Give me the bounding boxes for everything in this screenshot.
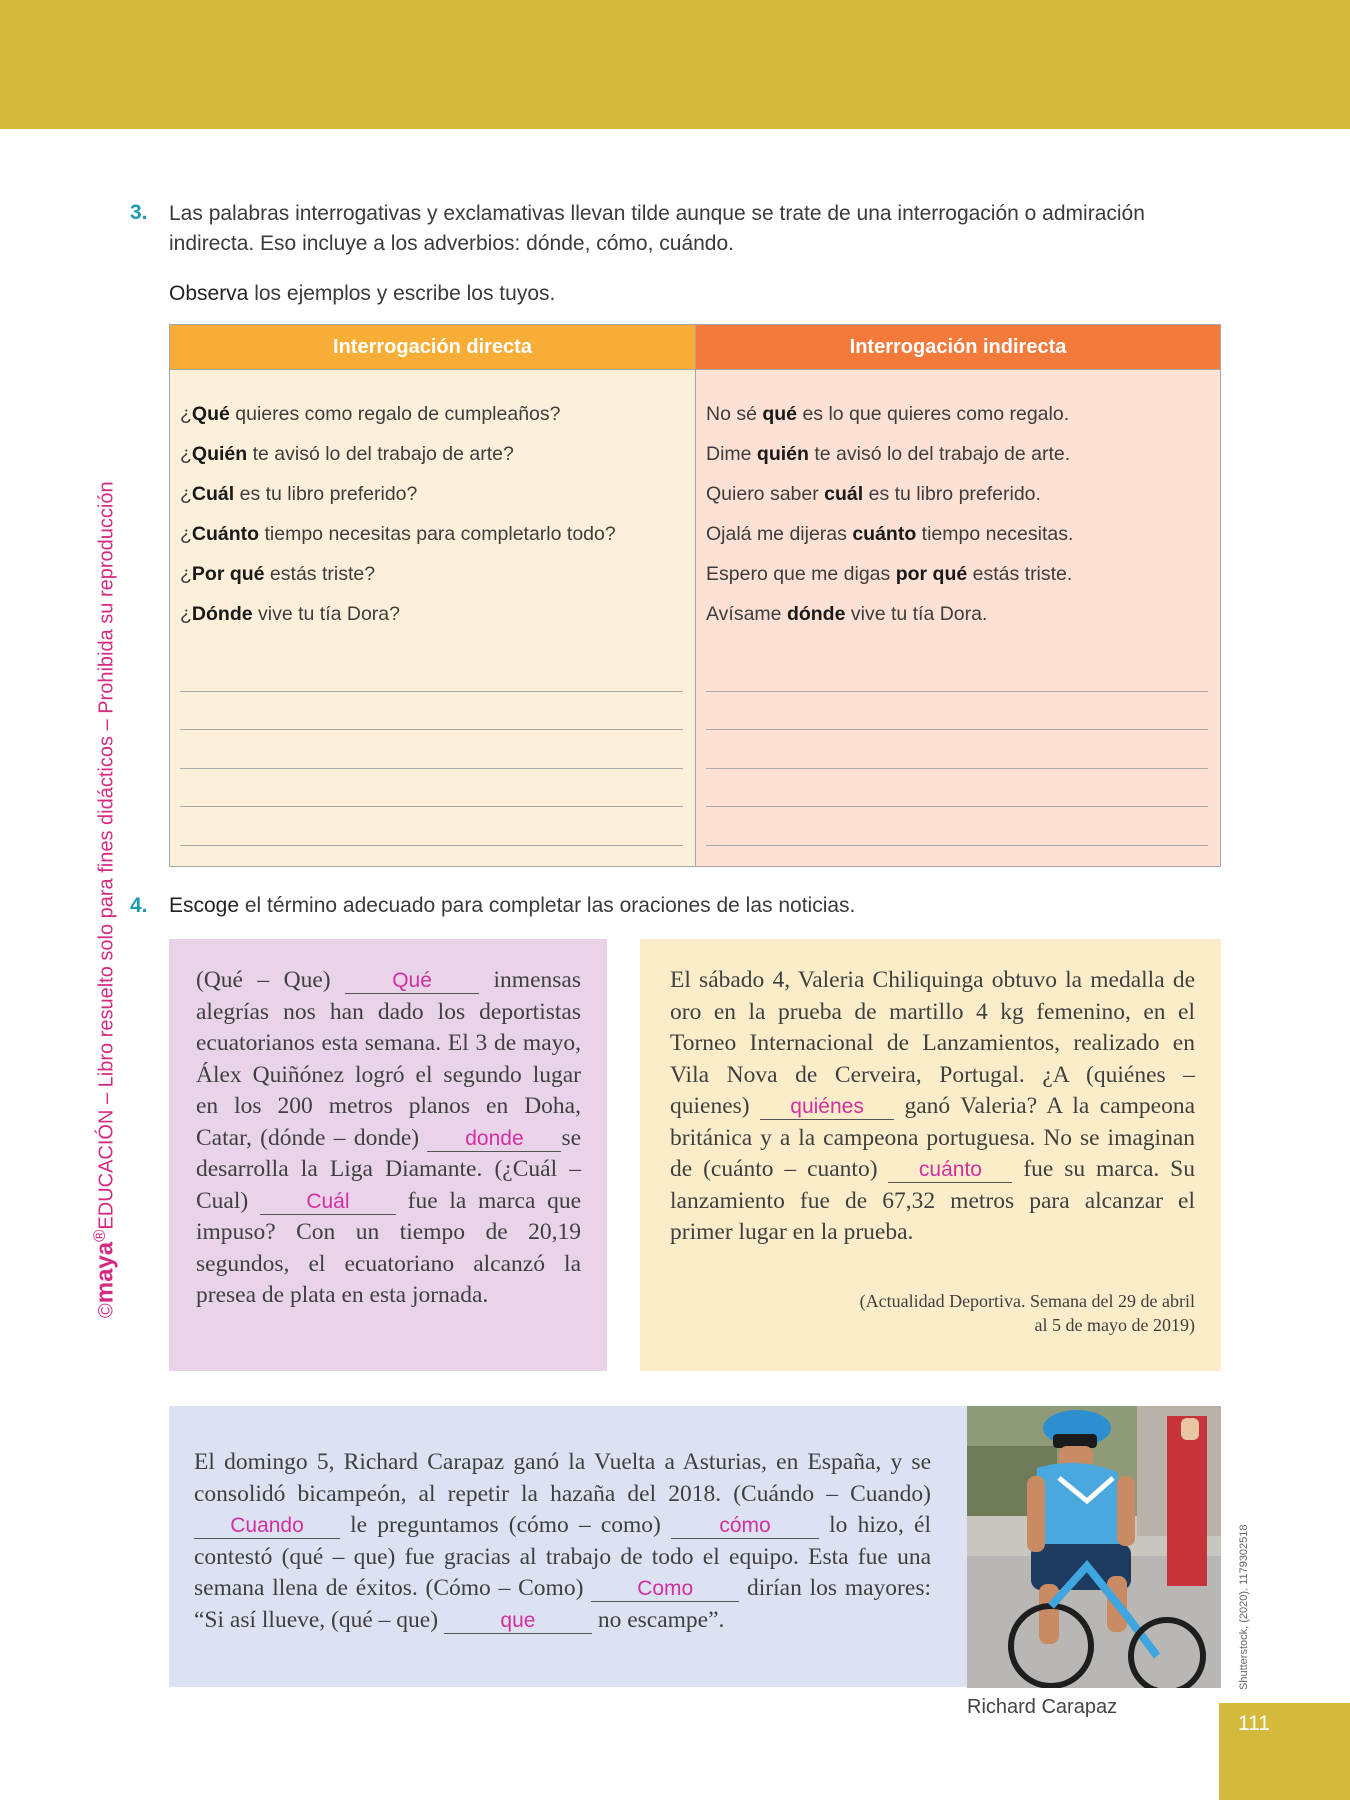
writing-line[interactable] [180, 730, 683, 769]
examples-table [169, 324, 1221, 867]
photo-credit: Shutterstock, (2020). 1179302518 [1238, 1524, 1250, 1690]
writing-line[interactable] [706, 692, 1208, 731]
answer-blank[interactable]: quiénes [760, 1094, 894, 1120]
example-row: No sé qué es lo que quieres como regalo. [706, 403, 1070, 425]
answer-blank[interactable]: cuánto [888, 1157, 1012, 1183]
copyright-side-note: ©maya®EDUCACIÓN – Libro resuelto solo para fines didácticos – Prohibida su reproducción [90, 481, 119, 1318]
example-row: ¿Por qué estás triste? [180, 563, 376, 585]
writing-line[interactable] [706, 730, 1208, 769]
example-row: ¿Cuánto tiempo necesitas para completarlo todo? [180, 523, 616, 545]
example-row: Dime quién te avisó lo del trabajo de arte. [706, 443, 1071, 465]
indirect-question-header: Interrogación indirecta [696, 325, 1220, 370]
direct-question-header: Interrogación directa [170, 325, 695, 370]
news-text-chiliquinga: El sábado 4, Valeria Chiliquinga obtuvo la medalla de oro en la prueba de martillo 4 kg femenino, en el Torneo Internacional de Lanzamientos, realizado en Vila Nova de Cerveira, Portugal. ¿A (quiénes – quienes) quiénes ganó Valeria? A la campeona británica y a la campeona portuguesa. No se imaginan de (cuánto – cuanto) cuánto fue su marca. Su lanzamiento fue de 67,32 metros para alcanzar el primer lugar en la prueba. [670, 967, 1196, 1245]
cyclist-image [967, 1406, 1221, 1688]
indirect-question-column [696, 325, 1220, 866]
example-row: Quiero saber cuál es tu libro preferido. [706, 483, 1041, 505]
writing-line[interactable] [180, 653, 683, 692]
news-box-carapaz [169, 1406, 967, 1687]
indirect-writing-lines[interactable] [706, 653, 1208, 846]
example-row: ¿Dónde vive tu tía Dora? [180, 603, 400, 625]
indirect-question-list [696, 370, 1220, 634]
writing-line[interactable] [706, 807, 1208, 846]
writing-line[interactable] [706, 653, 1208, 692]
brand-logo: maya [91, 1241, 119, 1304]
exercise-4-number: 4. [130, 894, 148, 917]
answer-blank[interactable]: Cuando [194, 1513, 340, 1539]
direct-writing-lines[interactable] [180, 653, 683, 846]
exercise-3-observe: Observa los ejemplos y escribe los tuyos. [169, 282, 556, 305]
answer-blank[interactable]: Qué [345, 968, 479, 994]
writing-line[interactable] [180, 807, 683, 846]
answer-blank[interactable]: Como [591, 1576, 739, 1602]
news-source: (Actualidad Deportiva. Semana del 29 de abril al 5 de mayo de 2019) [859, 1291, 1195, 1335]
example-row: Espero que me digas por qué estás triste. [706, 563, 1073, 585]
writing-line[interactable] [180, 692, 683, 731]
header-band [0, 0, 1350, 129]
example-row: Avísame dónde vive tu tía Dora. [706, 603, 988, 625]
answer-blank[interactable]: Cuál [260, 1189, 396, 1215]
example-row: Ojalá me dijeras cuánto tiempo necesitas. [706, 523, 1074, 545]
exercise-3-number: 3. [130, 201, 148, 224]
example-row: ¿Cuál es tu libro preferido? [180, 483, 418, 505]
photo-caption: Richard Carapaz [967, 1696, 1118, 1718]
exercise-3-instruction: Las palabras interrogativas y exclamativas llevan tilde aunque se trate de una interrogación o admiración indirecta. Eso incluye a los adverbios: dónde, cómo, cuándo. [169, 202, 1145, 255]
writing-line[interactable] [180, 769, 683, 808]
news-box-quinonez [169, 939, 607, 1371]
news-text-carapaz: El domingo 5, Richard Carapaz ganó la Vuelta a Asturias, en España, y se consolidó bicampeón, al repetir la hazaña del 2018. (Cuándo – Cuando) Cuando le preguntamos (cómo – como) cómo lo hizo, él contestó (qué – que) fue gracias al trabajo de todo el equipo. Esta fue una semana llena de éxitos. (Cómo – Como) Como dirían los mayores: “Si así llueve, (qué – que) que no escampe”. [194, 1449, 932, 1633]
direct-question-column [170, 325, 696, 866]
writing-line[interactable] [706, 769, 1208, 808]
cyclist-photo [967, 1406, 1221, 1688]
news-text-quinonez: (Qué – Que) Qué inmensas alegrías nos han dado los deportistas ecuatorianos esta semana. El 3 de mayo, Álex Quiñónez logró el segundo lugar en los 200 metros planos en Doha, Catar, (dónde – donde) donde se desarrolla la Liga Diamante. (¿Cuál – Cual) Cuál fue la marca que impuso? Con un tiempo de 20,19 segundos, el ecuatoriano alcanzó la presea de plata en esta jornada. [196, 967, 582, 1308]
example-row: ¿Qué quieres como regalo de cumpleaños? [180, 403, 561, 425]
example-row: ¿Quién te avisó lo del trabajo de arte? [180, 443, 514, 465]
answer-blank[interactable]: cómo [671, 1513, 819, 1539]
exercise-4-instruction: Escoge el término adecuado para completar las oraciones de las noticias. [169, 894, 856, 917]
news-box-chiliquinga [640, 939, 1221, 1371]
page-number: 111 [1238, 1712, 1270, 1735]
answer-blank[interactable]: donde [427, 1126, 561, 1152]
answer-blank[interactable]: que [444, 1608, 592, 1634]
direct-question-list [170, 370, 695, 634]
